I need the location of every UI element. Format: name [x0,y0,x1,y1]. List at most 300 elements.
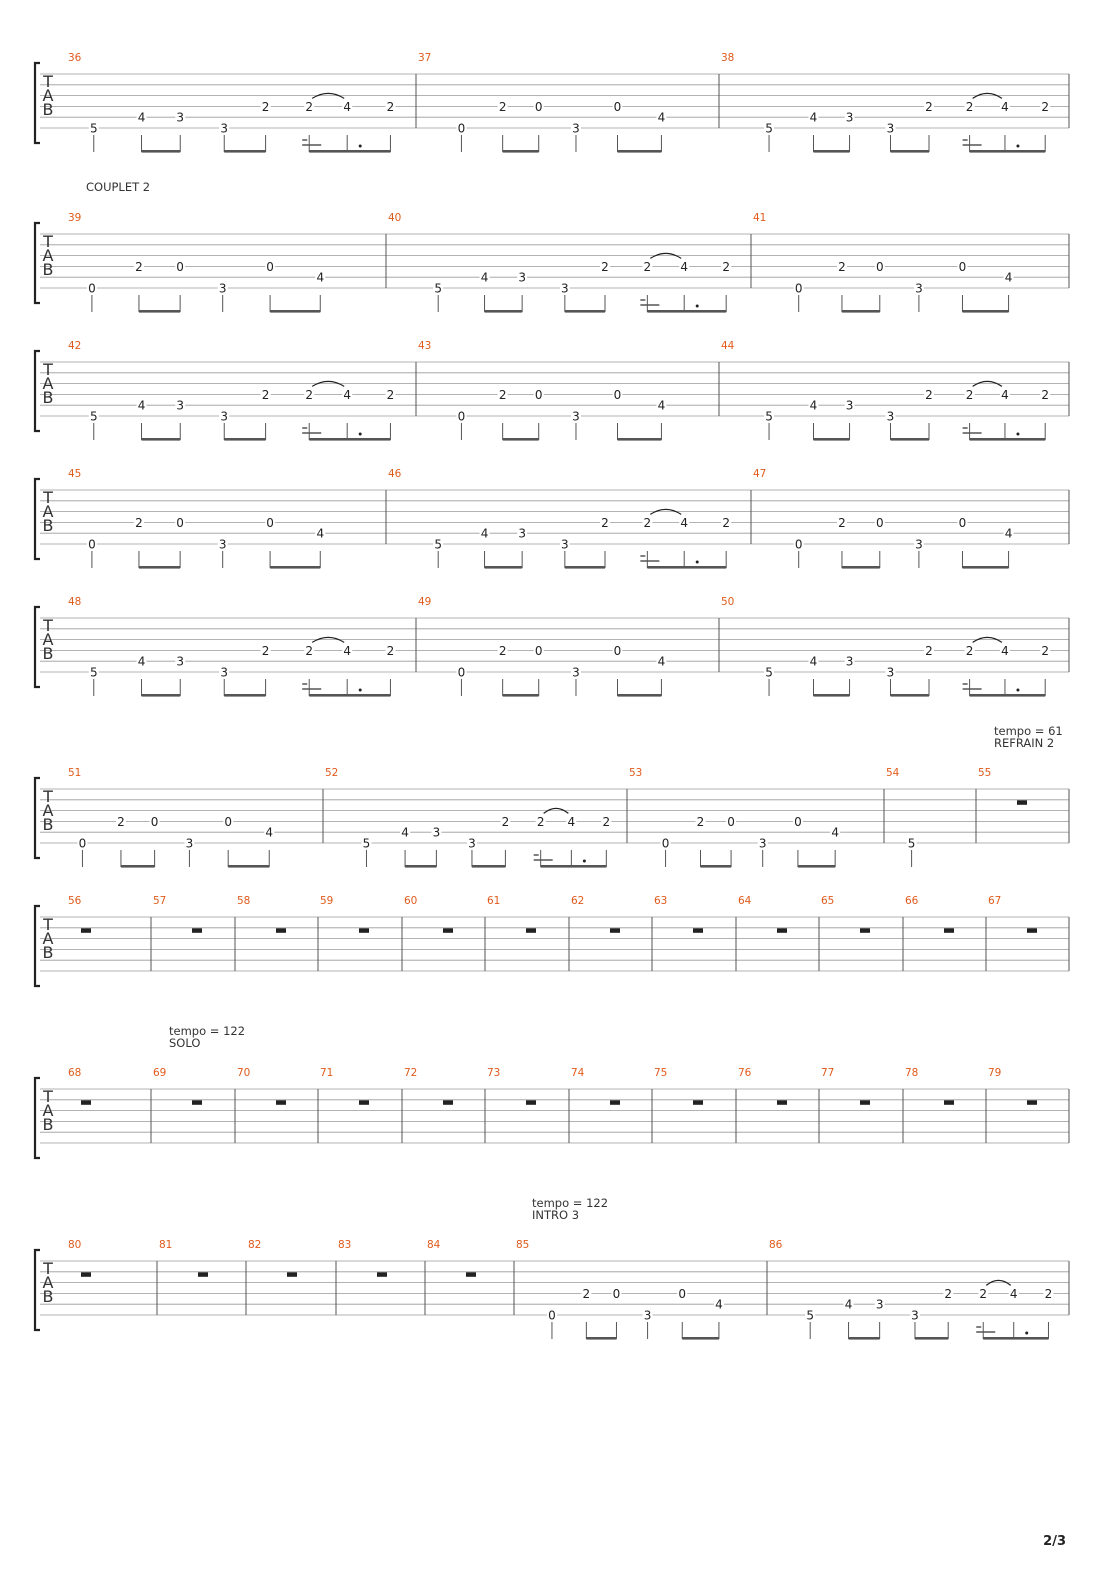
fret-number: 0 [88,537,96,552]
fret-number: 4 [1001,387,1009,402]
fret-number: 0 [794,537,803,552]
measure-number: 50 [721,596,735,608]
measure-number: 73 [487,1067,501,1079]
fret-number: 0 [794,814,802,829]
fret-number: 0 [150,814,159,829]
measure-number: 62 [571,895,585,907]
note-beam [962,566,1008,569]
measure-number: 63 [654,895,668,907]
measure-number: 45 [68,468,82,480]
tab-clef-letter: A [42,502,54,521]
note-beam [842,310,880,313]
fret-number: 2 [536,814,545,829]
measure-number: 51 [68,767,82,779]
measure-number: 36 [68,52,82,64]
note-beam [962,310,1008,313]
fret-number: 0 [727,814,735,829]
measure-number: 49 [418,596,432,608]
fret-number: 2 [305,387,314,402]
fret-number: 3 [218,281,227,296]
note-beam [121,865,155,868]
fret-number: 2 [135,515,143,530]
fret-number: 2 [135,259,143,274]
fret-number: 0 [958,259,967,274]
measure-number: 64 [738,895,752,907]
measure-number: 53 [629,767,643,779]
measure-number: 72 [404,1067,418,1079]
note-beam [814,694,850,697]
fret-number: 4 [844,1297,853,1312]
system-bracket [35,479,40,559]
fret-number: 4 [831,825,839,840]
fret-number: 3 [886,121,895,136]
tab-clef-letter: B [42,943,54,962]
fret-number: 4 [657,110,666,125]
tab-system [35,340,1069,441]
fret-number: 5 [89,665,98,680]
tab-clef-letter: B [42,815,54,834]
rest-mark [276,1100,286,1105]
tab-clef-letter: B [42,100,54,119]
rest-mark [81,1100,91,1105]
measure-number: 65 [821,895,835,907]
fret-number: 0 [613,387,622,402]
fret-number: 3 [220,409,229,424]
measure-number: 59 [320,895,334,907]
note-beam [309,150,390,153]
measure-number: 39 [68,212,82,224]
note-beam [503,694,539,697]
rest-mark [359,1100,369,1105]
system-bracket [35,1250,40,1330]
measure-number: 55 [978,767,992,779]
note-beam [565,310,605,313]
note-beam [647,566,726,569]
fret-number: 2 [1044,1286,1053,1301]
measure-number: 69 [153,1067,167,1079]
fret-number: 4 [137,398,146,413]
fret-number: 2 [925,387,933,402]
measure-number: 56 [68,895,82,907]
fret-number: 3 [572,409,580,424]
tab-clef-letter: A [42,1273,54,1292]
fret-number: 5 [434,537,443,552]
fret-number: 0 [457,409,466,424]
tab-system [35,724,1069,868]
fret-number: 2 [498,387,507,402]
rest-mark [198,1272,208,1277]
fret-number: 2 [386,387,395,402]
note-beam [485,566,523,569]
measure-number: 83 [338,1239,352,1251]
tab-clef-letter: T [43,1087,53,1106]
rest-mark [443,928,453,933]
section-annotation: REFRAIN 2 [994,736,1055,750]
fret-number: 0 [875,515,884,530]
dotted-note [1016,689,1019,692]
fret-number: 0 [875,259,884,274]
measure-number: 70 [237,1067,251,1079]
fret-number: 3 [845,110,854,125]
note-beam [309,438,390,441]
measure-number: 46 [388,468,402,480]
fret-number: 2 [944,1286,953,1301]
fret-number: 0 [534,387,543,402]
section-annotation: tempo = 61 [994,724,1063,738]
fret-number: 4 [657,654,666,669]
fret-number: 3 [176,398,185,413]
fret-number: 3 [432,825,441,840]
tab-clef-letter: T [43,72,53,91]
fret-number: 3 [220,121,229,136]
rest-mark [359,928,369,933]
fret-number: 0 [958,515,967,530]
fret-number: 4 [1001,99,1009,114]
note-beam [891,438,930,441]
note-beam [142,438,181,441]
tab-clef-letter: B [42,1115,54,1134]
fret-number: 2 [838,259,846,274]
rest-mark [466,1272,476,1277]
fret-number: 2 [643,515,652,530]
fret-number: 3 [845,654,854,669]
note-beam [891,694,930,697]
rest-mark [81,928,91,933]
measure-number: 71 [320,1067,334,1079]
measure-number: 66 [905,895,919,907]
fret-number: 2 [582,1286,591,1301]
fret-number: 3 [915,281,923,296]
tab-clef-letter: T [43,488,53,507]
fret-number: 3 [218,537,227,552]
rest-mark [777,928,787,933]
note-beam [228,865,269,868]
fret-number: 5 [765,665,773,680]
fret-number: 4 [1009,1286,1018,1301]
rest-mark [526,1100,536,1105]
measure-number: 75 [654,1067,668,1079]
fret-number: 5 [806,1308,815,1323]
rest-mark [1027,1100,1037,1105]
note-beam [224,438,265,441]
note-beam [891,150,930,153]
note-beam [586,1337,616,1340]
fret-number: 0 [88,281,96,296]
measure-number: 43 [418,340,432,352]
note-beam [503,150,539,153]
fret-number: 4 [316,526,325,541]
tab-system [35,468,1069,569]
measure-number: 47 [753,468,767,480]
fret-number: 3 [915,537,923,552]
fret-number: 2 [602,814,611,829]
fret-number: 2 [386,99,395,114]
tab-system [35,596,1069,697]
note-beam [224,150,265,153]
fret-number: 3 [220,665,229,680]
measure-number: 76 [738,1067,752,1079]
note-beam [270,566,320,569]
fret-number: 2 [722,515,731,530]
note-beam [270,310,320,313]
tab-clef-letter: A [42,929,54,948]
fret-number: 0 [612,1286,621,1301]
measure-number: 60 [404,895,418,907]
fret-number: 4 [316,270,325,285]
dotted-note [696,305,699,308]
fret-number: 0 [534,643,543,658]
tab-clef-letter: B [42,1287,54,1306]
tab-clef-letter: B [42,260,54,279]
rest-mark [944,928,954,933]
measure-number: 84 [427,1239,441,1251]
fret-number: 3 [643,1308,652,1323]
fret-number: 2 [838,515,846,530]
system-bracket [35,1078,40,1158]
rest-mark [81,1272,91,1277]
measure-number: 42 [68,340,82,352]
dotted-note [583,860,586,863]
tab-clef-letter: T [43,787,53,806]
fret-number: 4 [809,654,818,669]
dotted-note [359,689,362,692]
note-beam [983,1337,1048,1340]
measure-number: 85 [516,1239,530,1251]
system-bracket [35,906,40,986]
note-beam [617,694,661,697]
fret-number: 2 [925,99,933,114]
rest-mark [526,928,536,933]
fret-number: 0 [224,814,233,829]
fret-number: 3 [518,526,526,541]
fret-number: 5 [434,281,443,296]
fret-number: 2 [498,99,507,114]
tab-clef-letter: B [42,516,54,535]
note-beam [682,1337,719,1340]
rest-mark [1027,928,1037,933]
fret-number: 2 [261,643,270,658]
note-beam [565,566,605,569]
measure-number: 57 [153,895,167,907]
fret-number: 2 [1041,99,1050,114]
fret-number: 0 [457,121,466,136]
note-beam [503,438,539,441]
system-bracket [35,351,40,431]
measure-number: 61 [487,895,501,907]
tab-clef-letter: A [42,374,54,393]
note-beam [647,310,726,313]
system-bracket [35,223,40,303]
fret-number: 4 [567,814,576,829]
tab-clef-letter: T [43,360,53,379]
fret-number: 4 [343,643,352,658]
measure-number: 41 [753,212,767,224]
rest-mark [610,1100,620,1105]
measure-number: 77 [821,1067,835,1079]
measure-number: 52 [325,767,339,779]
tab-clef-letter: B [42,644,54,663]
note-beam [970,150,1046,153]
fret-number: 4 [1001,643,1009,658]
fret-number: 2 [965,99,974,114]
fret-number: 2 [501,814,510,829]
fret-number: 2 [965,643,974,658]
fret-number: 2 [696,814,705,829]
fret-number: 2 [261,99,270,114]
fret-number: 2 [601,515,609,530]
fret-number: 2 [117,814,125,829]
note-beam [224,694,265,697]
fret-number: 2 [1041,643,1050,658]
fret-number: 3 [886,665,895,680]
measure-number: 82 [248,1239,262,1251]
note-beam [701,865,732,868]
rest-mark [693,1100,703,1105]
fret-number: 4 [809,110,818,125]
measure-number: 86 [769,1239,783,1251]
fret-number: 5 [89,409,98,424]
fret-number: 3 [561,537,569,552]
tab-clef-letter: A [42,630,54,649]
tab-clef-letter: T [43,232,53,251]
page-number: 2/3 [1043,1534,1066,1549]
measure-number: 74 [571,1067,585,1079]
rest-mark [610,928,620,933]
fret-number: 2 [601,259,609,274]
tab-clef-letter: B [42,388,54,407]
measure-number: 38 [721,52,735,64]
note-beam [849,1337,880,1340]
fret-number: 3 [911,1308,919,1323]
fret-number: 3 [176,654,185,669]
fret-number: 0 [176,259,184,274]
note-beam [485,310,523,313]
section-annotation: tempo = 122 [532,1196,609,1210]
fret-number: 3 [875,1297,884,1312]
fret-number: 2 [979,1286,988,1301]
fret-number: 0 [266,259,274,274]
fret-number: 2 [386,643,395,658]
tab-clef-letter: T [43,616,53,635]
measure-number: 58 [237,895,251,907]
measure-number: 54 [886,767,900,779]
tab-clef-letter: A [42,801,54,820]
fret-number: 2 [305,99,314,114]
fret-number: 3 [468,836,476,851]
fret-number: 0 [548,1308,556,1323]
dotted-note [1025,1332,1028,1335]
fret-number: 4 [265,825,274,840]
fret-number: 4 [715,1297,723,1312]
fret-number: 4 [680,259,689,274]
rest-mark [777,1100,787,1105]
rest-mark [860,928,870,933]
note-beam [139,310,180,313]
rest-mark [377,1272,387,1277]
fret-number: 5 [89,121,98,136]
section-annotation: COUPLET 2 [86,180,151,194]
note-beam [142,694,181,697]
fret-number: 0 [678,1286,687,1301]
system-bracket [35,778,40,858]
fret-number: 5 [907,836,916,851]
rest-mark [192,1100,202,1105]
fret-number: 3 [176,110,185,125]
note-beam [139,566,180,569]
fret-number: 4 [657,398,666,413]
dotted-note [359,433,362,436]
note-beam [541,865,607,868]
fret-number: 0 [176,515,184,530]
fret-number: 4 [137,110,146,125]
fret-number: 2 [261,387,270,402]
measure-number: 48 [68,596,82,608]
rest-mark [693,928,703,933]
measure-number: 80 [68,1239,82,1251]
fret-number: 2 [1041,387,1050,402]
measure-number: 40 [388,212,402,224]
section-annotation: SOLO [169,1036,201,1050]
system-bracket [35,63,40,143]
section-annotation: tempo = 122 [169,1024,246,1038]
fret-number: 2 [498,643,507,658]
fret-number: 3 [572,665,580,680]
rest-mark [860,1100,870,1105]
rest-mark [1017,800,1027,805]
fret-number: 0 [457,665,466,680]
measure-number: 67 [988,895,1002,907]
rest-mark [443,1100,453,1105]
note-beam [970,438,1046,441]
rest-mark [192,928,202,933]
fret-number: 4 [1004,526,1013,541]
fret-number: 4 [1004,270,1013,285]
fret-number: 0 [266,515,274,530]
tab-system [35,895,1069,986]
measure-number: 81 [159,1239,173,1251]
dotted-note [1016,433,1019,436]
fret-number: 0 [78,836,87,851]
fret-number: 3 [561,281,569,296]
measure-number: 44 [721,340,735,352]
note-beam [814,150,850,153]
fret-number: 3 [845,398,854,413]
measure-number: 37 [418,52,432,64]
fret-number: 0 [534,99,543,114]
fret-number: 3 [758,836,767,851]
tab-clef-letter: A [42,86,54,105]
measure-number: 68 [68,1067,82,1079]
fret-number: 4 [480,270,489,285]
note-beam [405,865,436,868]
tab-clef-letter: A [42,1101,54,1120]
rest-mark [287,1272,297,1277]
system-bracket [35,607,40,687]
tab-system [35,180,1069,313]
note-beam [142,150,181,153]
fret-number: 4 [343,99,352,114]
dotted-note [1016,145,1019,148]
fret-number: 0 [661,836,670,851]
tab-system [35,1024,1069,1158]
note-beam [617,150,661,153]
measure-number: 78 [905,1067,919,1079]
fret-number: 3 [886,409,895,424]
fret-number: 3 [572,121,580,136]
fret-number: 0 [613,99,622,114]
fret-number: 5 [765,121,773,136]
note-beam [472,865,505,868]
